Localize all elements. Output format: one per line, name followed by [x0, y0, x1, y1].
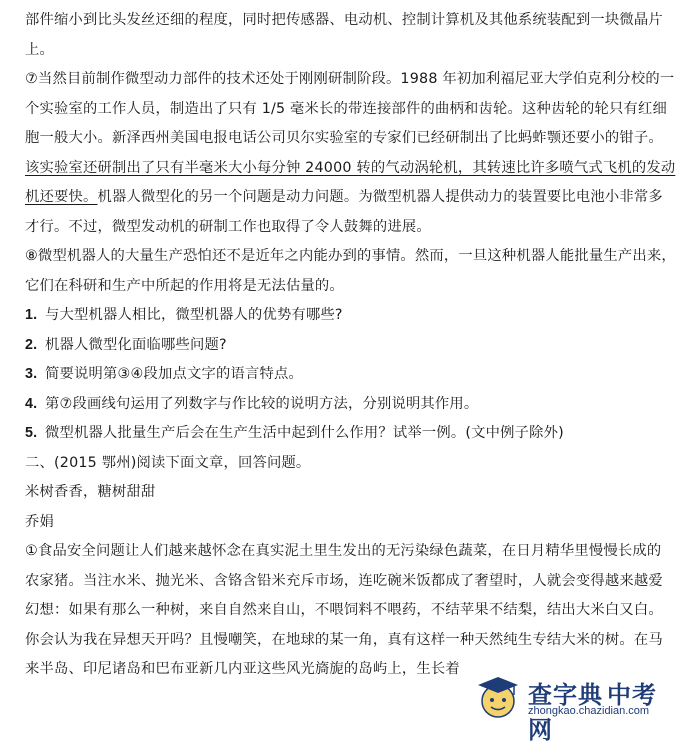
- question-text: 机器人微型化面临哪些问题?: [45, 336, 227, 353]
- question-4: [25, 390, 668, 420]
- underlined-sentence-line-1: 该实验室还研制出了只有半毫米大小每分钟 24000 转的气动涡轮机，其转速比许多喷气式飞机的发动: [25, 159, 676, 176]
- question-3: [25, 360, 668, 390]
- paragraph-7-line-3: 胞一般大小。新泽西州美国电报电话公司贝尔实验室的专家们已经研制出了比蚂蚱颚还要小的钳子。: [25, 130, 663, 146]
- text-line-1: 部件缩小到比头发丝还细的程度，同时把传感器、电动机、控制计算机及其他系统装配到一块微晶片: [25, 12, 663, 28]
- question-number: 3.: [25, 366, 38, 382]
- question-5: [25, 419, 668, 449]
- question-2: [25, 331, 668, 361]
- paragraph-8-line-2: 它们在科研和生产中所起的作用将是无法估量的。: [25, 277, 344, 294]
- article-para-1-line-2: 农家猪。当注水米、抛光米、含铬含铅米充斥市场，连吃碗米饭都成了奢望时，人就会变得越来越爱: [25, 572, 663, 589]
- article-para-1-line-3: 幻想：如果有那么一种树，来自自然来自山，不喂饲料不喂药，不结苹果不结梨，结出大米白又白。: [25, 602, 663, 618]
- paragraph-7-line-5: [25, 183, 668, 213]
- underlined-sentence-end: 机还要快。: [25, 189, 98, 205]
- graduate-cap-icon: [472, 673, 524, 721]
- paragraph-7-line-1: ⑦当然目前制作微型动力部件的技术还处于刚刚研制阶段。1988 年初加利福尼亚大学伯克利分校的一: [25, 71, 675, 87]
- watermark-url: zhongkao.chazidian.com: [528, 705, 650, 717]
- article-para-1-line-1: ①食品安全问题让人们越来越怀念在真实泥土里生发出的无污染绿色蔬菜，在日月精华里慢慢长成的: [25, 543, 662, 559]
- document-page: [25, 6, 676, 685]
- article-para-1-line-5: 来半岛、印尼诸岛和巴布亚新几内亚这些风光旖旎的岛屿上，生长着: [25, 661, 460, 677]
- paragraph-7-line-6: 才行。不过，微型发动机的研制工作也取得了令人鼓舞的进展。: [25, 218, 431, 235]
- article-para-1-line-4: 你会认为我在异想天开吗？且慢嘲笑，在地球的某一角，真有这样一种天然纯生专结大米的树。在马: [25, 631, 663, 648]
- text-line-2: 上。: [25, 41, 54, 58]
- article-author: 乔娟: [25, 513, 54, 530]
- question-text: 第⑦段画线句运用了列数字与作比较的说明方法，分别说明其作用。: [45, 395, 479, 412]
- paragraph-8-line-1: ⑧微型机器人的大量生产恐怕还不是近年之内能办到的事情。然而，一旦这种机器人能批量生产出来，: [25, 248, 676, 264]
- paragraph-7-line-5-rest: 机器人微型化的另一个问题是动力问题。为微型机器人提供动力的装置要比电池小非常多: [97, 189, 663, 205]
- question-text: 与大型机器人相比，微型机器人的优势有哪些?: [45, 307, 343, 323]
- watermark-brand: 查字典 中考网: [528, 681, 657, 744]
- question-text: 简要说明第③④段加点文字的语言特点。: [45, 366, 303, 382]
- question-number: 1.: [25, 307, 38, 323]
- article-title: 米树香香，糖树甜甜: [25, 484, 156, 500]
- question-number: 5.: [25, 425, 38, 441]
- paragraph-7-line-2: 个实验室的工作人员，制造出了只有 1/5 毫米长的带连接部件的曲柄和齿轮。这种齿轮的轮只有红细: [25, 100, 667, 117]
- site-watermark: [472, 673, 672, 744]
- question-text: 微型机器人批量生产后会在生产生活中起到什么作用？试举一例。(文中例子除外): [45, 425, 564, 441]
- question-number: 2.: [25, 336, 38, 353]
- question-1: [25, 301, 668, 331]
- section-2-heading: 二、(2015 鄂州)阅读下面文章，回答问题。: [25, 454, 311, 471]
- question-number: 4.: [25, 395, 38, 412]
